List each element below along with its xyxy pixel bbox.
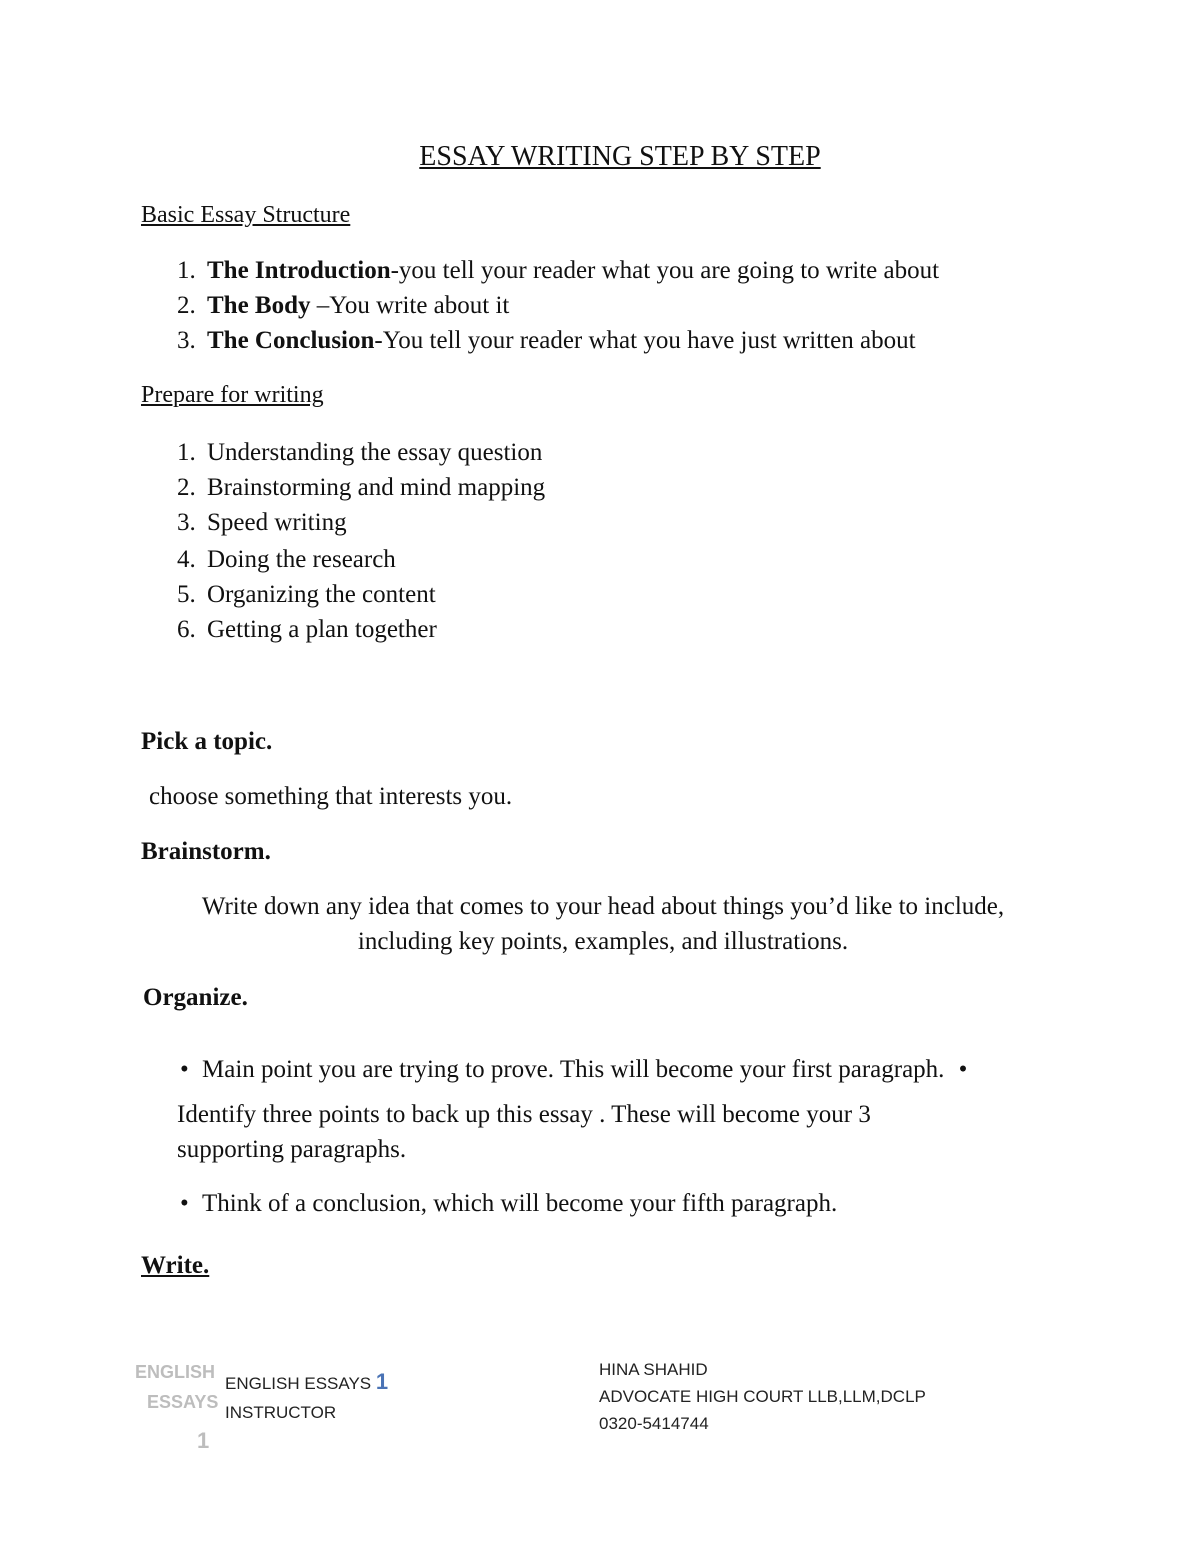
basic-structure-heading: Basic Essay Structure [141, 202, 351, 228]
list-item [177, 581, 436, 609]
footer-phone: 0320-5414744 [599, 1414, 709, 1433]
list-number: 6. [177, 616, 196, 643]
footer-watermark-line1: ENGLISH [135, 1362, 216, 1382]
list-item-text: Doing the research [207, 546, 396, 573]
list-item [177, 257, 939, 285]
list-item [177, 616, 437, 644]
document-title: ESSAY WRITING STEP BY STEP [419, 141, 821, 172]
list-number: 2. [177, 292, 196, 319]
organize-point-2-line1: Identify three points to back up this essay . These will become your 3 [177, 1101, 871, 1128]
list-number: 4. [177, 546, 196, 573]
write-heading: Write. [141, 1252, 210, 1279]
organize-point-2-line2: supporting paragraphs. [177, 1136, 407, 1163]
list-item-text: Getting a plan together [207, 616, 437, 643]
list-item-text: Organizing the content [207, 581, 436, 608]
list-item-text: -you tell your reader what you are going to write about [390, 257, 940, 284]
list-item [177, 327, 916, 355]
brainstorm-text-line1: Write down any idea that comes to your head about things you’d like to include, [201, 893, 1005, 920]
list-item-bold: The Body [207, 292, 311, 319]
list-number: 5. [177, 581, 196, 608]
footer-credentials: ADVOCATE HIGH COURT LLB,LLM,DCLP [599, 1387, 926, 1406]
bullet-icon: • [180, 1190, 189, 1217]
list-number: 3. [177, 327, 196, 354]
list-item-text: Speed writing [207, 509, 347, 536]
list-number: 1. [177, 257, 196, 284]
organize-heading: Organize. [143, 984, 248, 1011]
footer-watermark-line2: ESSAYS [147, 1392, 219, 1412]
list-item [177, 509, 347, 537]
page-number: 1 [375, 1369, 389, 1394]
list-item-text: Understanding the essay question [207, 439, 543, 466]
footer-course-label [225, 1369, 388, 1395]
list-item [177, 292, 509, 320]
footer-author-name: HINA SHAHID [599, 1360, 708, 1379]
footer-course: ENGLISH ESSAYS [225, 1374, 372, 1393]
list-number: 2. [177, 474, 196, 501]
list-item-bold: The Conclusion [207, 327, 375, 354]
list-item-bold: The Introduction [207, 257, 391, 284]
prepare-heading: Prepare for writing [141, 382, 324, 408]
list-item-text: Brainstorming and mind mapping [207, 474, 546, 501]
bullet-icon: • [180, 1056, 189, 1083]
brainstorm-heading: Brainstorm. [141, 838, 271, 865]
list-item-text: -You tell your reader what you have just written about [374, 327, 916, 354]
list-number: 3. [177, 509, 196, 536]
organize-point-text: Think of a conclusion, which will become your fifth paragraph. [202, 1190, 838, 1217]
brainstorm-text-line2: including key points, examples, and illustrations. [357, 928, 849, 955]
pick-topic-heading: Pick a topic. [141, 728, 273, 755]
list-item [177, 474, 545, 502]
organize-point-text: Main point you are trying to prove. This will become your first paragraph. [202, 1056, 945, 1083]
pick-topic-text: choose something that interests you. [149, 783, 513, 810]
footer-watermark-line3: 1 [197, 1428, 210, 1453]
organize-point-1 [180, 1056, 967, 1084]
list-item [177, 439, 542, 467]
footer-role: INSTRUCTOR [225, 1403, 337, 1422]
list-item-text: –You write about it [310, 292, 510, 319]
list-item [177, 546, 396, 574]
organize-point-3 [180, 1190, 837, 1218]
list-number: 1. [177, 439, 196, 466]
bullet-icon: • [958, 1056, 968, 1083]
